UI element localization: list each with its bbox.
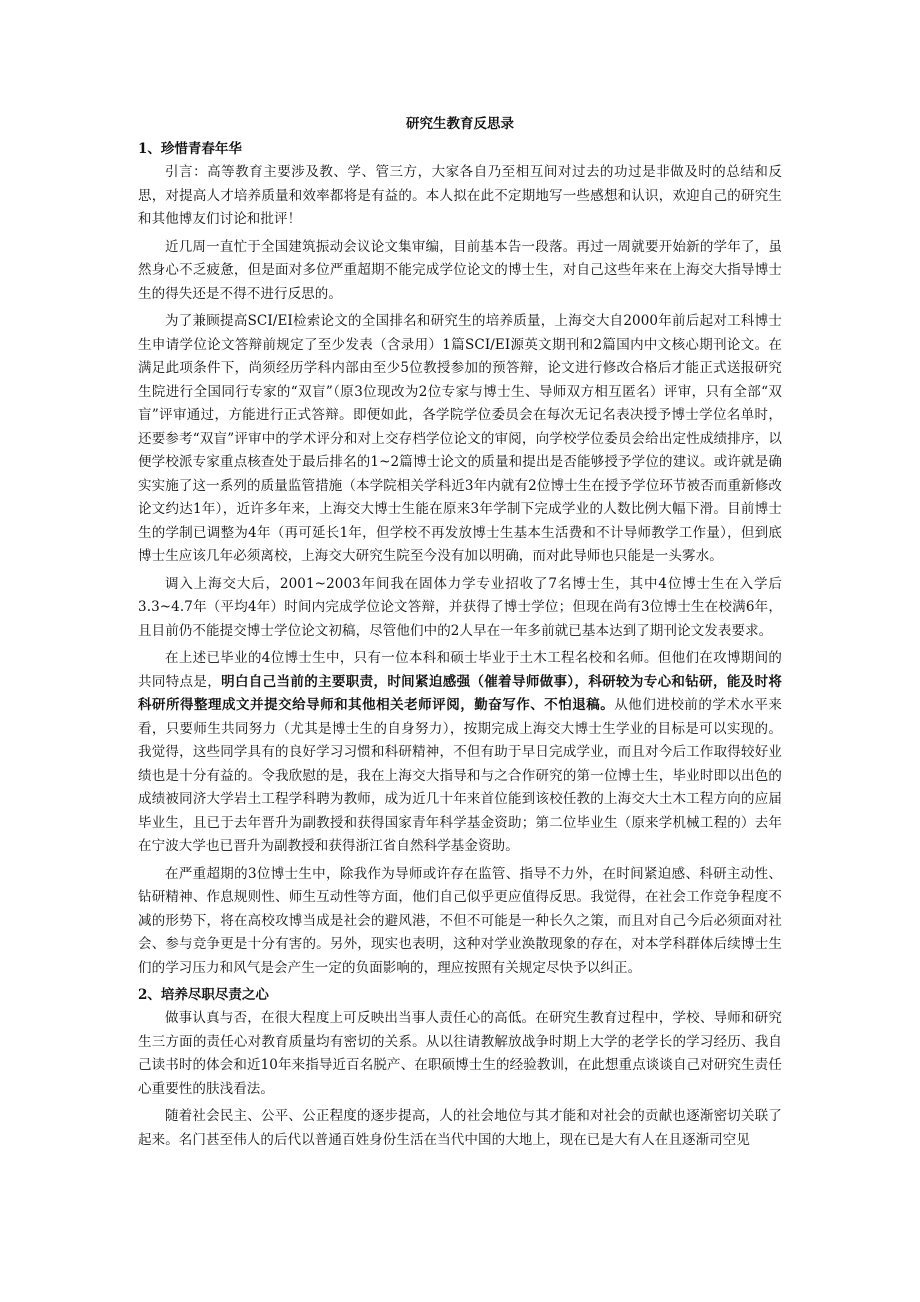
section-1-paragraph-1: 引言：高等教育主要涉及教、学、管三方，大家各自乃至相互间对过去的功过是非做及时的总结和反思，对提高人才培养质量和效率都将是有益的。本人拟在此不定期地写一些感想和认识，欢迎自己的研究生和其他博友们讨论和批评！ bbox=[138, 164, 782, 227]
section-1-heading: 1、珍惜青春年华 bbox=[138, 141, 242, 157]
document-title: 研究生教育反思录 bbox=[406, 116, 514, 132]
section-1-paragraph-5 bbox=[138, 647, 782, 859]
section-2-heading: 2、培养尽职尽责之心 bbox=[138, 987, 269, 1003]
section-1-paragraph-6: 在严重超期的3位博士生中，除我作为导师或许存在监管、指导不力外，在时间紧迫感、科研主动性、钻研精神、作息规则性、师生互动性等方面，他们自己似乎更应值得反思。我觉得，在社会工作竞争程度不减的形势下，将在高校攻博当成是社会的避风港，不但不可能是一种长久之策，而且对自己今后必须面对社会、参与竞争更是十分有害的。另外，现实也表明，这种对学业涣散现象的存在，对本学科群体后续博士生们的学习压力和风气是会产生一定的负面影响的，理应按照有关规定尽快予以纠正。 bbox=[138, 865, 782, 976]
section-1-paragraph-3: 为了兼顾提高SCI/EI检索论文的全国排名和研究生的培养质量，上海交大自2000年前后起对工科博士生申请学位论文答辩前规定了至少发表（含录用）1篇SCI/EI源英文期刊和2篇国内中文核心期刊论文。在满足此项条件下，尚须经历学科内部由至少5位教授参加的预答辩，论文进行修改合格后才能正式送报研究生院进行全国同行专家的“双盲”（原3位现改为2位专家与博士生、导师双方相互匿名）评审，只有全部“双盲”评审通过，方能进行正式答辩。即便如此，各学院学位委员会在每次无记名表决授予博士学位名单时，还要参考“双盲”评审中的学术评分和对上交存档学位论文的审阅，向学校学位委员会给出定性成绩排序，以便学校派专家重点核查处于最后排名的1~2篇博士论文的质量和提出是否能够授予学位的建议。或许就是确实实施了这一系列的质量监管措施（本学院相关学科近3年内就有2位博士生在授予学位环节被否而重新修改论文约达1年），近许多年来，上海交大博士生能在原来3年学制下完成学业的人数比例大幅下滑。目前博士生的学制已调整为4年（再可延长1年，但学校不再发放博士生基本生活费和不计导师教学工作量），但到底博士生应该几年必须离校，上海交大研究生院至今没有加以明确，而对此导师也只能是一头雾水。 bbox=[138, 313, 782, 564]
section-2-paragraph-1: 做事认真与否，在很大程度上可反映出当事人责任心的高低。在研究生教育过程中，学校、导师和研究生三方面的责任心对教育质量均有密切的关系。从以往请教解放战争时期上大学的老学长的学习经历、我自己读书时的体会和近10年来指导近百名脱产、在职硕博士生的经验教训，在此想重点谈谈自己对研究生责任心重要性的肤浅看法。 bbox=[138, 1010, 782, 1097]
paragraph-5-text-after: 从他们进校前的学术水平来看，只要师生共同努力（尤其是博士生的自身努力），按期完成上海交大博士生学业的目标是可以实现的。我觉得，这些同学具有的良好学习习惯和科研精神，不但有助于早日完成学业，而且对今后工作取得较好业绩也是十分有益的。令我欣慰的是，我在上海交大指导和与之合作研究的第一位博士生，毕业时即以出色的成绩被同济大学岩土工程学科聘为教师，成为近几十年来首位能到该校任教的上海交大土木工程方向的应届毕业生，且已于去年晋升为副教授和获得国家青年科学基金资助；第二位毕业生（原来学机械工程的）去年在宁波大学也已晋升为副教授和获得浙江省自然科学基金资助。 bbox=[138, 697, 782, 854]
section-1-paragraph-2: 近几周一直忙于全国建筑振动会议论文集审编，目前基本告一段落。再过一周就要开始新的学年了，虽然身心不乏疲惫，但是面对多位严重超期不能完成学位论文的博士生，对自己这些年来在上海交大指导博士生的得失还是不得不进行反思的。 bbox=[138, 238, 782, 302]
paragraph-5-bold-text: 明白自己当前的主要职责，时间紧迫感强（催着导师做事），科研较为专心和钻研，能及时将科研所得整理成文并提交给导师和其他相关老师评阅，勤奋写作、不怕退稿。 bbox=[138, 673, 782, 713]
section-1-paragraph-4: 调入上海交大后，2001~2003年间我在固体力学专业招收了7名博士生，其中4位博士生在入学后3.3~4.7年（平均4年）时间内完成学位论文答辩，并获得了博士学位；但现在尚有3位博士生在校满6年，且目前仍不能提交博士学位论文初稿，尽管他们中的2人早在一年多前就已基本达到了期刊论文发表要求。 bbox=[138, 575, 782, 639]
paragraph-5-text-before: 在上述已毕业的4位博士生中，只有一位本科和硕士毕业于土木工程名校和名师。但他们在攻博期间的共同特点是， bbox=[138, 650, 782, 690]
section-2-paragraph-2: 随着社会民主、公平、公正程度的逐步提高，人的社会地位与其才能和对社会的贡献也逐渐密切关联了起来。名门甚至伟人的后代以普通百姓身份生活在当代中国的大地上，现在已是大有人在且逐渐司空见 bbox=[138, 1108, 782, 1148]
document-page bbox=[138, 112, 782, 1156]
